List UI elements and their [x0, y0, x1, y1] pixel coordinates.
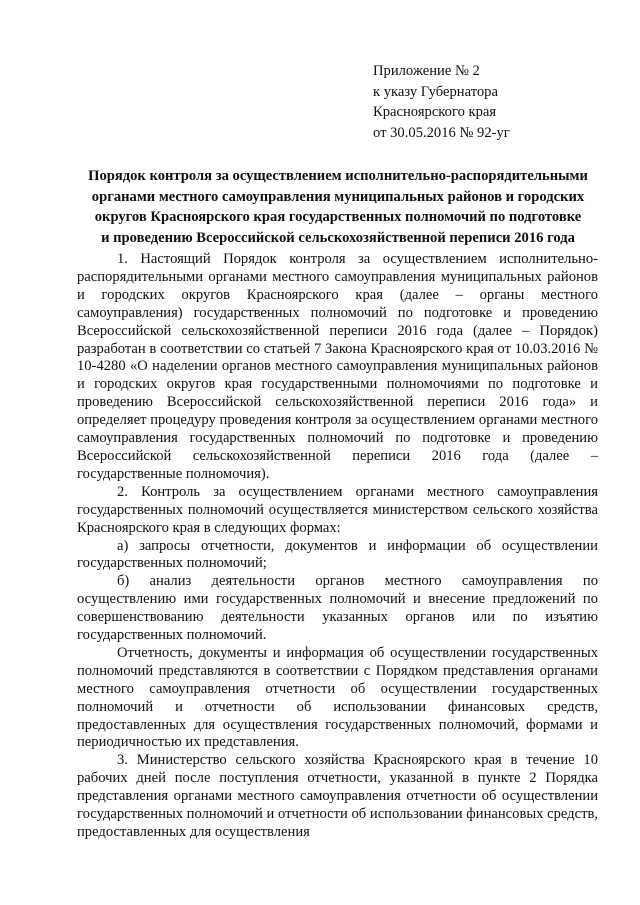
title-line-4: и проведению Всероссийской сельскохозяйственной переписи 2016 года [101, 229, 575, 246]
paragraph-2-item-b: б) анализ деятельности органов местного самоуправления по осуществлению ими государственных полномочий и внесение предложений по совершенствованию деятельности указанных органов или по изъятию государственных полномочий. [77, 573, 598, 644]
appendix-date: от 30.05.2016 № 92-уг [373, 124, 510, 141]
paragraph-2: 2. Контроль за осуществлением органами местного самоуправления государственных полномочий осуществляется министерством сельского хозяйства Красноярского края в следующих формах: [77, 483, 598, 536]
appendix-region: Красноярского края [373, 104, 497, 120]
appendix-decree-ref: к указу Губернатора [373, 83, 498, 100]
title-line-3: округов Красноярского края государственных полномочий по подготовке [94, 209, 582, 225]
paragraph-2-item-a: а) запросы отчетности, документов и информации об осуществлении государственных полномочий; [77, 537, 598, 572]
appendix-number: Приложение № 2 [373, 63, 480, 79]
document-title [68, 166, 608, 248]
paragraph-2-reporting: Отчетность, документы и информация об осуществлении государственных полномочий представляются в соответствии с Порядком представления органами местного самоуправления отчетности об осуществлении государственных полномочий и отчетности об использовании финансовых средств, предоставленных для осуществления государственных полномочий, формами и периодичностью их представления. [77, 644, 598, 751]
document-body [77, 251, 598, 842]
paragraph-1: 1. Настоящий Порядок контроля за осуществлением исполнительно-распорядительными органами местного самоуправления муниципальных районов и городских округов Красноярского края (далее – органы местного самоуправления) государственных полномочий по подготовке и проведению Всероссийской сельскохозяйственной переписи 2016 года (далее – Порядок) разработан в соответствии со статьей 7 Закона Красноярского края от 10.03.2016 № 10-4280 «О наделении органов местного самоуправления муниципальных районов и городских округов края государственными полномочиями по подготовке и проведению Всероссийской сельскохозяйственной переписи 2016 года» и определяет процедуру проведения контроля за осуществлением органами местного самоуправления государственных полномочий по подготовке и проведению Всероссийской сельскохозяйственной переписи 2016 года (далее – государственные полномочия). [77, 251, 598, 482]
title-line-1: Порядок контроля за осуществлением исполнительно-распорядительными [88, 168, 588, 184]
paragraph-3: 3. Министерство сельского хозяйства Красноярского края в течение 10 рабочих дней после поступления отчетности, указанной в пункте 2 Порядка представления органами местного самоуправления отчетности об осуществлении государственных полномочий и отчетности об использовании финансовых средств, предоставленных для осуществления [77, 752, 598, 840]
appendix-header [373, 61, 613, 143]
title-line-2: органами местного самоуправления муниципальных районов и городских [91, 188, 585, 205]
